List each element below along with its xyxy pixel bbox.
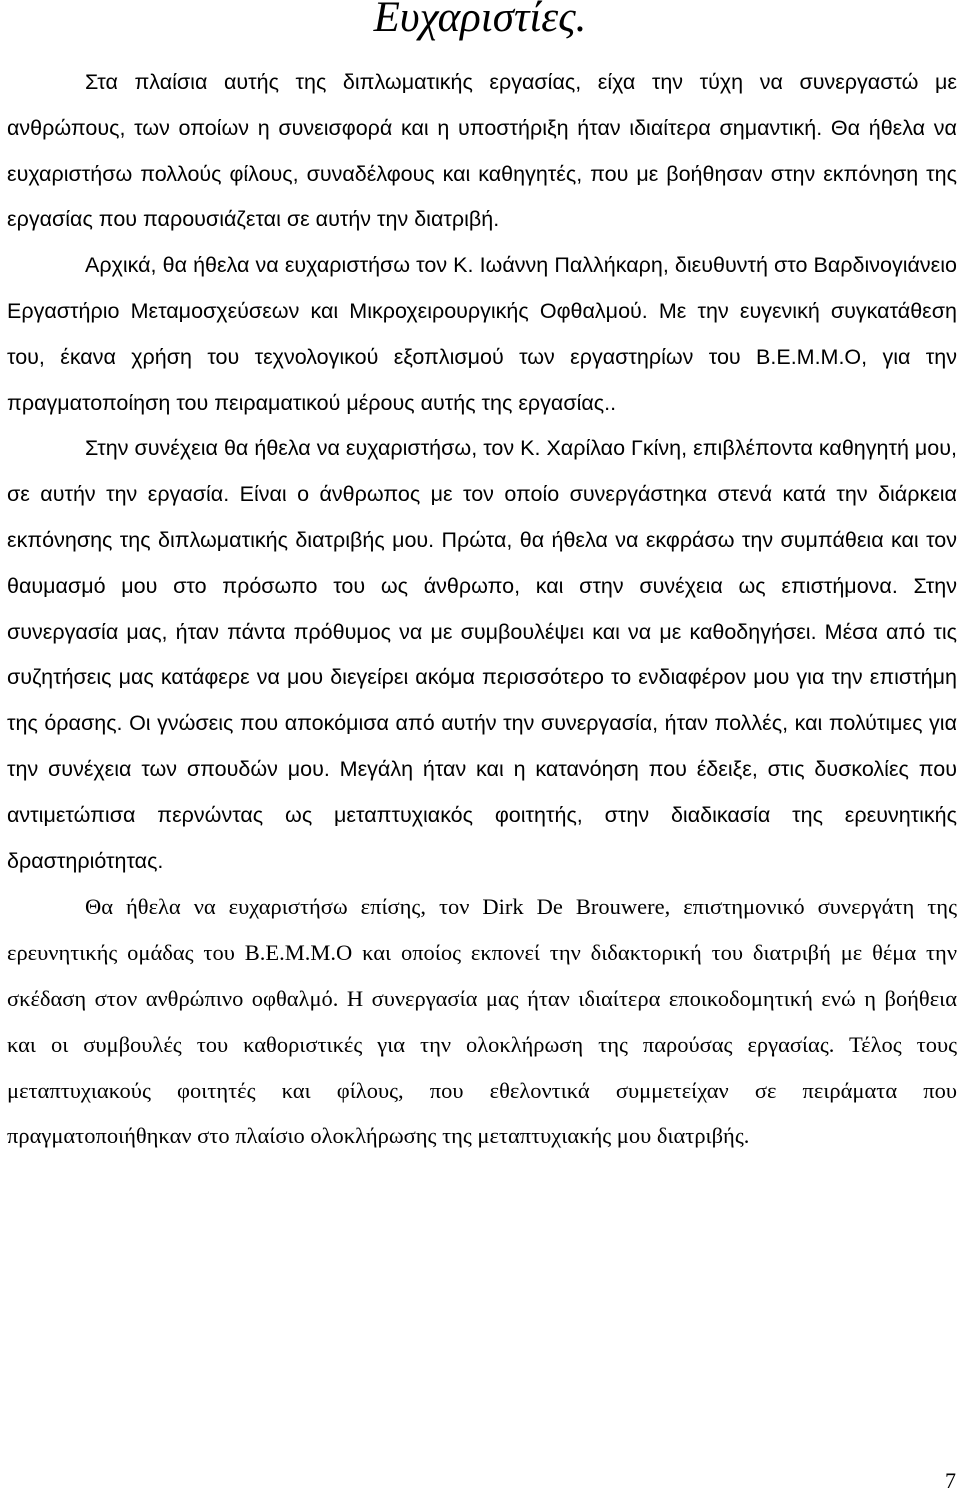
paragraph-pallikaris: Αρχικά, θα ήθελα να ευχαριστήσω τον Κ. Ιωάννη Παλλήκαρη, διευθυντή στο Βαρδινογιάνειο Εργαστήριο Μεταμοσχεύσεων και Μικροχειρουργικής Οφθαλμού. Με την ευγενική συγκατάθεση του, έκανα χρήση του τεχνολογικού εξοπλισμού των εργαστηρίων του Β.Ε.Μ.Μ.Ο, για την πραγματοποίηση του πειραματικού μέρους αυτής της εργασίας.. <box>7 253 957 415</box>
page-number: 7 <box>945 1468 956 1493</box>
body-text <box>7 60 957 1159</box>
paragraph-ginis: Στην συνέχεια θα ήθελα να ευχαριστήσω, τον Κ. Χαρίλαο Γκίνη, επιβλέποντα καθηγητή μου, σε αυτήν την εργασία. Είναι ο άνθρωπος με τον οποίο συνεργάστηκα στενά κατά την διάρκεια εκπόνησης της διπλωματικής διατριβής μου. Πρώτα, θα ήθελα να εκφράσω την συμπάθεια και τον θαυμασμό μου στο πρόσωπο του ως άνθρωπο, και στην συνέχεια ως επιστήμονα. Στην συνεργασία μας, ήταν πάντα πρόθυμος να με συμβουλέψει και να με καθοδηγήσει. Μέσα από τις συζητήσεις μας κατάφερε να μου διεγείρει ακόμα περισσότερο το ενδιαφέρον μου για την επιστήμη της όρασης. Οι γνώσεις που αποκόμισα από αυτήν την συνεργασία, ήταν πολλές, και πολύτιμες για την συνέχεια των σπουδών μου. Μεγάλη ήταν και η κατανόηση που έδειξε, στις δυσκολίες που αντιμετώπισα περνώντας ως μεταπτυχιακός φοιτητής, στην διαδικασία της ερευνητικής δραστηριότητας. <box>7 436 957 873</box>
paragraph-de-brouwere: Θα ήθελα να ευχαριστήσω επίσης, τον Dirk De Brouwere, επιστημονικό συνεργάτη της ερευνητικής ομάδας του Β.Ε.Μ.Μ.Ο και οποίος εκπονεί την διδακτορική του διατριβή με θέμα την σκέδαση στον ανθρώπινο οφθαλμό. Η συνεργασία μας ήταν ιδιαίτερα εποικοδομητική ενώ η βοήθεια και οι συμβουλές του καθοριστικές για την ολοκλήρωση της παρούσας εργασίας. Τέλος τους μεταπτυχιακούς φοιτητές και φίλους, που εθελοντικά συμμετείχαν σε πειράματα που πραγματοποιήθηκαν στο πλαίσιο ολοκλήρωσης της μεταπτυχιακής μου διατριβής. <box>7 894 957 1149</box>
paragraph-introduction: Στα πλαίσια αυτής της διπλωματικής εργασίας, είχα την τύχη να συνεργαστώ με ανθρώπους, των οποίων η συνεισφορά και η υποστήριξη ήταν ιδιαίτερα σημαντική. Θα ήθελα να ευχαριστήσω πολλούς φίλους, συναδέλφους και καθηγητές, που με βοήθησαν στην εκπόνηση της εργασίας που παρουσιάζεται σε αυτήν την διατριβή. <box>7 70 957 232</box>
page-title: Ευχαριστίες. <box>373 0 587 41</box>
